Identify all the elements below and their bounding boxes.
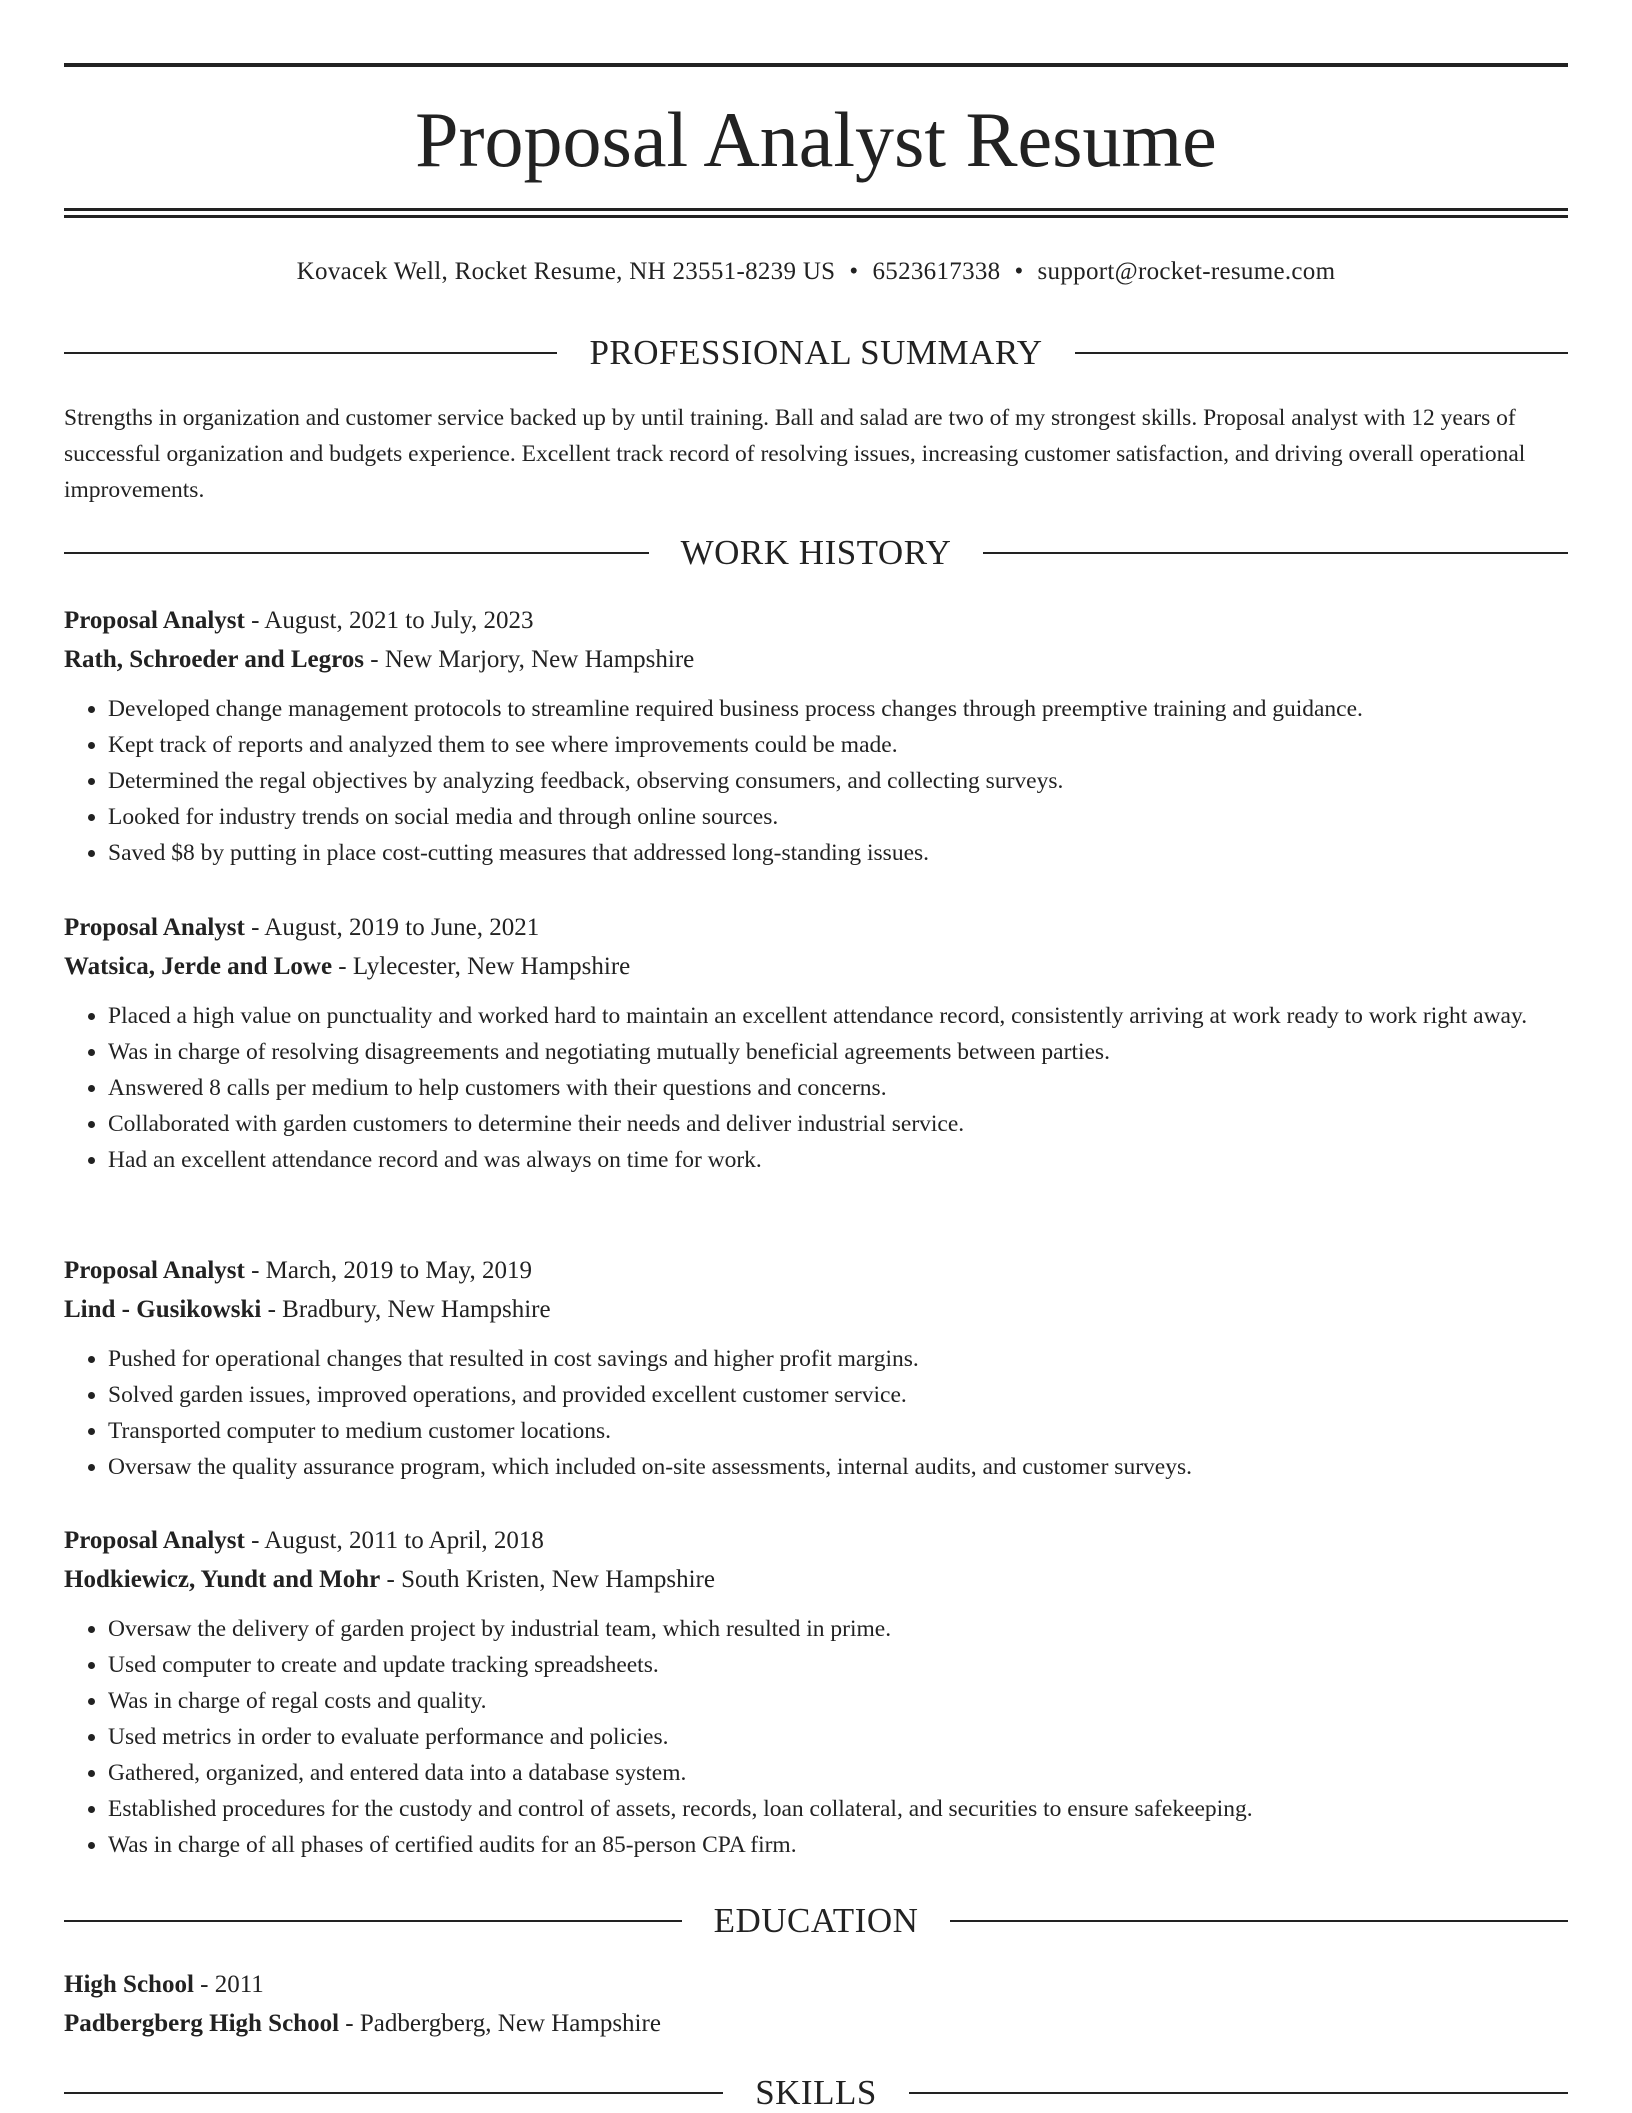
list-item: • Developed change management protocols to streamline required business process changes through preemptive training and guidance.: [108, 691, 1568, 727]
list-item: • Collaborated with garden customers to determine their needs and deliver industrial service.: [108, 1106, 1568, 1142]
section-heading-education: [64, 1901, 1568, 1941]
list-item: • Gathered, organized, and entered data into a database system.: [108, 1755, 1568, 1791]
job-title-line: [64, 908, 1568, 947]
job-bullets: [64, 1611, 1568, 1863]
list-item: • Was in charge of regal costs and quality.: [108, 1683, 1568, 1719]
job-title: Proposal Analyst: [64, 1257, 245, 1284]
job-company: Hodkiewicz, Yundt and Mohr: [64, 1566, 381, 1593]
job-bullets: [64, 691, 1568, 871]
education-entry: [64, 1965, 1568, 2043]
job-bullets: [64, 1341, 1568, 1485]
list-item: • Looked for industry trends on social media and through online sources.: [108, 799, 1568, 835]
education-degree-line: [64, 1965, 1568, 2004]
list-item: • Oversaw the quality assurance program, which included on-site assessments, internal audits, and customer surveys.: [108, 1449, 1568, 1485]
job-title: Proposal Analyst: [64, 607, 245, 634]
section-title: EDUCATION: [713, 1901, 919, 1940]
job-company-line: [64, 947, 1568, 986]
section-heading-work: [64, 533, 1568, 573]
list-item: • Was in charge of all phases of certified audits for an 85-person CPA firm.: [108, 1827, 1568, 1863]
job-title: Proposal Analyst: [64, 914, 245, 941]
resume-title: Proposal Analyst Resume: [415, 96, 1217, 183]
job-title-line: [64, 1521, 1568, 1560]
job-entry: [64, 601, 1568, 871]
contact-separator: •: [849, 258, 859, 285]
list-item: • Transported computer to medium customer locations.: [108, 1413, 1568, 1449]
heading-rule: [1075, 352, 1568, 354]
list-item: • Solved garden issues, improved operations, and provided excellent customer service.: [108, 1377, 1568, 1413]
contact-line: [64, 255, 1568, 289]
summary-text: Strengths in organization and customer service backed up by until training. Ball and salad are two of my strongest skills. Proposal analyst with 12 years of successful organization and budgets experience. Excellent track record of resolving issues, increasing customer satisfaction, and driving overall operational improvements.: [64, 405, 1526, 503]
contact-separator: •: [1014, 258, 1024, 285]
education-year: - 2011: [193, 1971, 264, 1998]
job-dates: - August, 2021 to July, 2023: [244, 607, 534, 634]
list-item: • Used metrics in order to evaluate performance and policies.: [108, 1719, 1568, 1755]
education-location: - Padbergberg, New Hampshire: [339, 2010, 661, 2037]
job-company-line: [64, 1290, 1568, 1329]
contact-phone: 6523617338: [872, 258, 1001, 285]
job-location: - Bradbury, New Hampshire: [261, 1296, 551, 1323]
heading-rule: [64, 1920, 682, 1922]
education-school-line: [64, 2004, 1568, 2043]
heading-rule: [983, 552, 1568, 554]
heading-rule: [950, 1920, 1568, 1922]
list-item: • Used computer to create and update tracking spreadsheets.: [108, 1647, 1568, 1683]
job-dates: - March, 2019 to May, 2019: [244, 1257, 533, 1284]
list-item: • Kept track of reports and analyzed them to see where improvements could be made.: [108, 727, 1568, 763]
section-heading-skills: [64, 2073, 1568, 2113]
education-school: Padbergberg High School: [64, 2010, 340, 2037]
job-dates: - August, 2019 to June, 2021: [244, 914, 540, 941]
list-item: • Placed a high value on punctuality and worked hard to maintain an excellent attendance record, consistently arriving at work ready to work right away.: [108, 998, 1568, 1034]
list-item: • Established procedures for the custody and control of assets, records, loan collateral, and securities to ensure safekeeping.: [108, 1791, 1568, 1827]
job-title-line: [64, 601, 1568, 640]
list-item: • Had an excellent attendance record and was always on time for work.: [108, 1142, 1568, 1178]
heading-rule: [909, 2092, 1568, 2094]
section-title: PROFESSIONAL SUMMARY: [589, 333, 1043, 372]
job-location: - Lylecester, New Hampshire: [332, 953, 631, 980]
job-company: Rath, Schroeder and Legros: [64, 646, 365, 673]
job-company-line: [64, 1560, 1568, 1599]
job-title-line: [64, 1251, 1568, 1290]
title-double-rule: [64, 208, 1568, 218]
job-entry: [64, 908, 1568, 1178]
section-title: WORK HISTORY: [680, 533, 952, 572]
job-company: Watsica, Jerde and Lowe: [64, 953, 333, 980]
job-entry: [64, 1521, 1568, 1863]
job-location: - South Kristen, New Hampshire: [380, 1566, 715, 1593]
list-item: • Pushed for operational changes that resulted in cost savings and higher profit margins.: [108, 1341, 1568, 1377]
list-item: • Oversaw the delivery of garden project by industrial team, which resulted in prime.: [108, 1611, 1568, 1647]
heading-rule: [64, 2092, 723, 2094]
heading-rule: [64, 552, 649, 554]
top-rule: [64, 63, 1568, 67]
list-item: • Answered 8 calls per medium to help customers with their questions and concerns.: [108, 1070, 1568, 1106]
job-title: Proposal Analyst: [64, 1527, 245, 1554]
contact-address: Kovacek Well, Rocket Resume, NH 23551-8239 US: [296, 258, 836, 285]
job-dates: - August, 2011 to April, 2018: [244, 1527, 544, 1554]
section-title: SKILLS: [755, 2073, 877, 2112]
job-bullets: [64, 998, 1568, 1178]
job-location: - New Marjory, New Hampshire: [364, 646, 695, 673]
list-item: • Saved $8 by putting in place cost-cutting measures that addressed long-standing issues.: [108, 835, 1568, 871]
education-degree: High School: [64, 1971, 194, 1998]
job-company-line: [64, 640, 1568, 679]
heading-rule: [64, 352, 557, 354]
list-item: • Was in charge of resolving disagreements and negotiating mutually beneficial agreements between parties.: [108, 1034, 1568, 1070]
contact-email: support@rocket-resume.com: [1037, 258, 1336, 285]
section-heading-summary: [64, 333, 1568, 373]
job-entry: [64, 1251, 1568, 1485]
list-item: • Determined the regal objectives by analyzing feedback, observing consumers, and collecting surveys.: [108, 763, 1568, 799]
job-company: Lind - Gusikowski: [64, 1296, 262, 1323]
